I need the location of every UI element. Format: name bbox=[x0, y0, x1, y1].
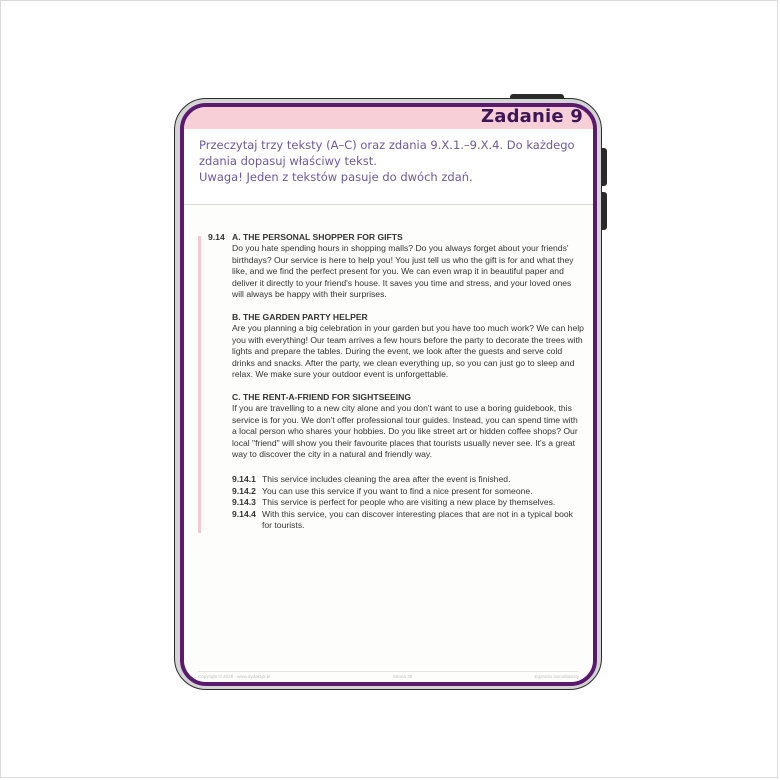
text-heading: B. THE GARDEN PARTY HELPER bbox=[232, 311, 368, 322]
statement-text: This service includes cleaning the area after the event is finished. bbox=[262, 474, 511, 485]
statement-item bbox=[232, 474, 584, 485]
task-title: Zadanie 9 bbox=[480, 106, 583, 127]
statement-item bbox=[232, 497, 584, 508]
task-instructions bbox=[199, 137, 589, 185]
statement-number: 9.14.4 bbox=[232, 508, 256, 519]
page-footer bbox=[198, 674, 579, 679]
statement-item bbox=[232, 486, 584, 497]
statement-number: 9.14.1 bbox=[232, 474, 256, 485]
statement-list bbox=[232, 474, 584, 531]
footer-page-number: Strona 38 bbox=[392, 674, 413, 679]
tablet-screen bbox=[180, 103, 597, 686]
statement-item bbox=[232, 509, 584, 532]
statement-number: 9.14.3 bbox=[232, 497, 256, 508]
statement-text: You can use this service if you want to find a nice present for someone. bbox=[262, 485, 533, 496]
instruction-note: Uwaga! Jeden z tekstów pasuje do dwóch zdań. bbox=[199, 170, 473, 184]
footer-exam-name: Egzamin ósmoklasisty bbox=[534, 674, 579, 679]
task-content bbox=[232, 232, 584, 531]
header-band bbox=[184, 107, 593, 129]
text-heading: A. THE PERSONAL SHOPPER FOR GIFTS bbox=[232, 232, 403, 242]
statement-text: This service is perfect for people who are visiting a new place by themselves. bbox=[262, 497, 556, 508]
accent-bar bbox=[198, 236, 201, 533]
statement-number: 9.14.2 bbox=[232, 485, 256, 496]
text-a bbox=[232, 232, 584, 300]
text-heading: C. THE RENT-A-FRIEND FOR SIGHTSEEING bbox=[232, 391, 412, 402]
instruction-line: Przeczytaj trzy teksty (A–C) oraz zdania 9.X.1.–9.X.4. Do każdego zdania dopasuj właściwy tekst. bbox=[199, 138, 575, 168]
task-number: 9.14 bbox=[208, 232, 225, 242]
footer-copyright: Copyright © 2025 · www.dydaktyk.pl bbox=[198, 674, 271, 679]
text-body: Are you planning a big celebration in your garden but you have too much work? We can help you with everything! Our team arrives a few hours before the party to decorate the trees with lights and prepare the tables. During the event, we look after the guests and serve cold drinks and snacks. After the party, we clean everything up, so you can just go to sleep and relax. We make sure your outdoor event is unforgettable. bbox=[232, 323, 584, 379]
statement-text: With this service, you can discover interesting places that are not in a typical book for tourists. bbox=[262, 508, 573, 530]
text-c bbox=[232, 392, 584, 460]
text-b bbox=[232, 312, 584, 380]
text-body: Do you hate spending hours in shopping malls? Do you always forget about your friends' birthdays? Our service is here to help you! You just tell us who the gift is for and what they like, and we find the perfect present for you. We can even wrap it in beautiful paper and deliver it directly to your friend's house. It saves you time and stress, and your loved ones will always be happy with their surprises. bbox=[232, 243, 574, 300]
footer-divider bbox=[198, 671, 579, 672]
text-body: If you are travelling to a new city alone and you don't want to use a boring guidebook, this service is for you. We don't offer professional tour guides. Instead, you can spend time with a local person who shares your hobbies. Do you like street art or hidden coffee shops? Our local "friend" will show you their favourite places that tourists usually never see. It's a great way to discover the city in a natural and friendly way. bbox=[232, 403, 578, 459]
